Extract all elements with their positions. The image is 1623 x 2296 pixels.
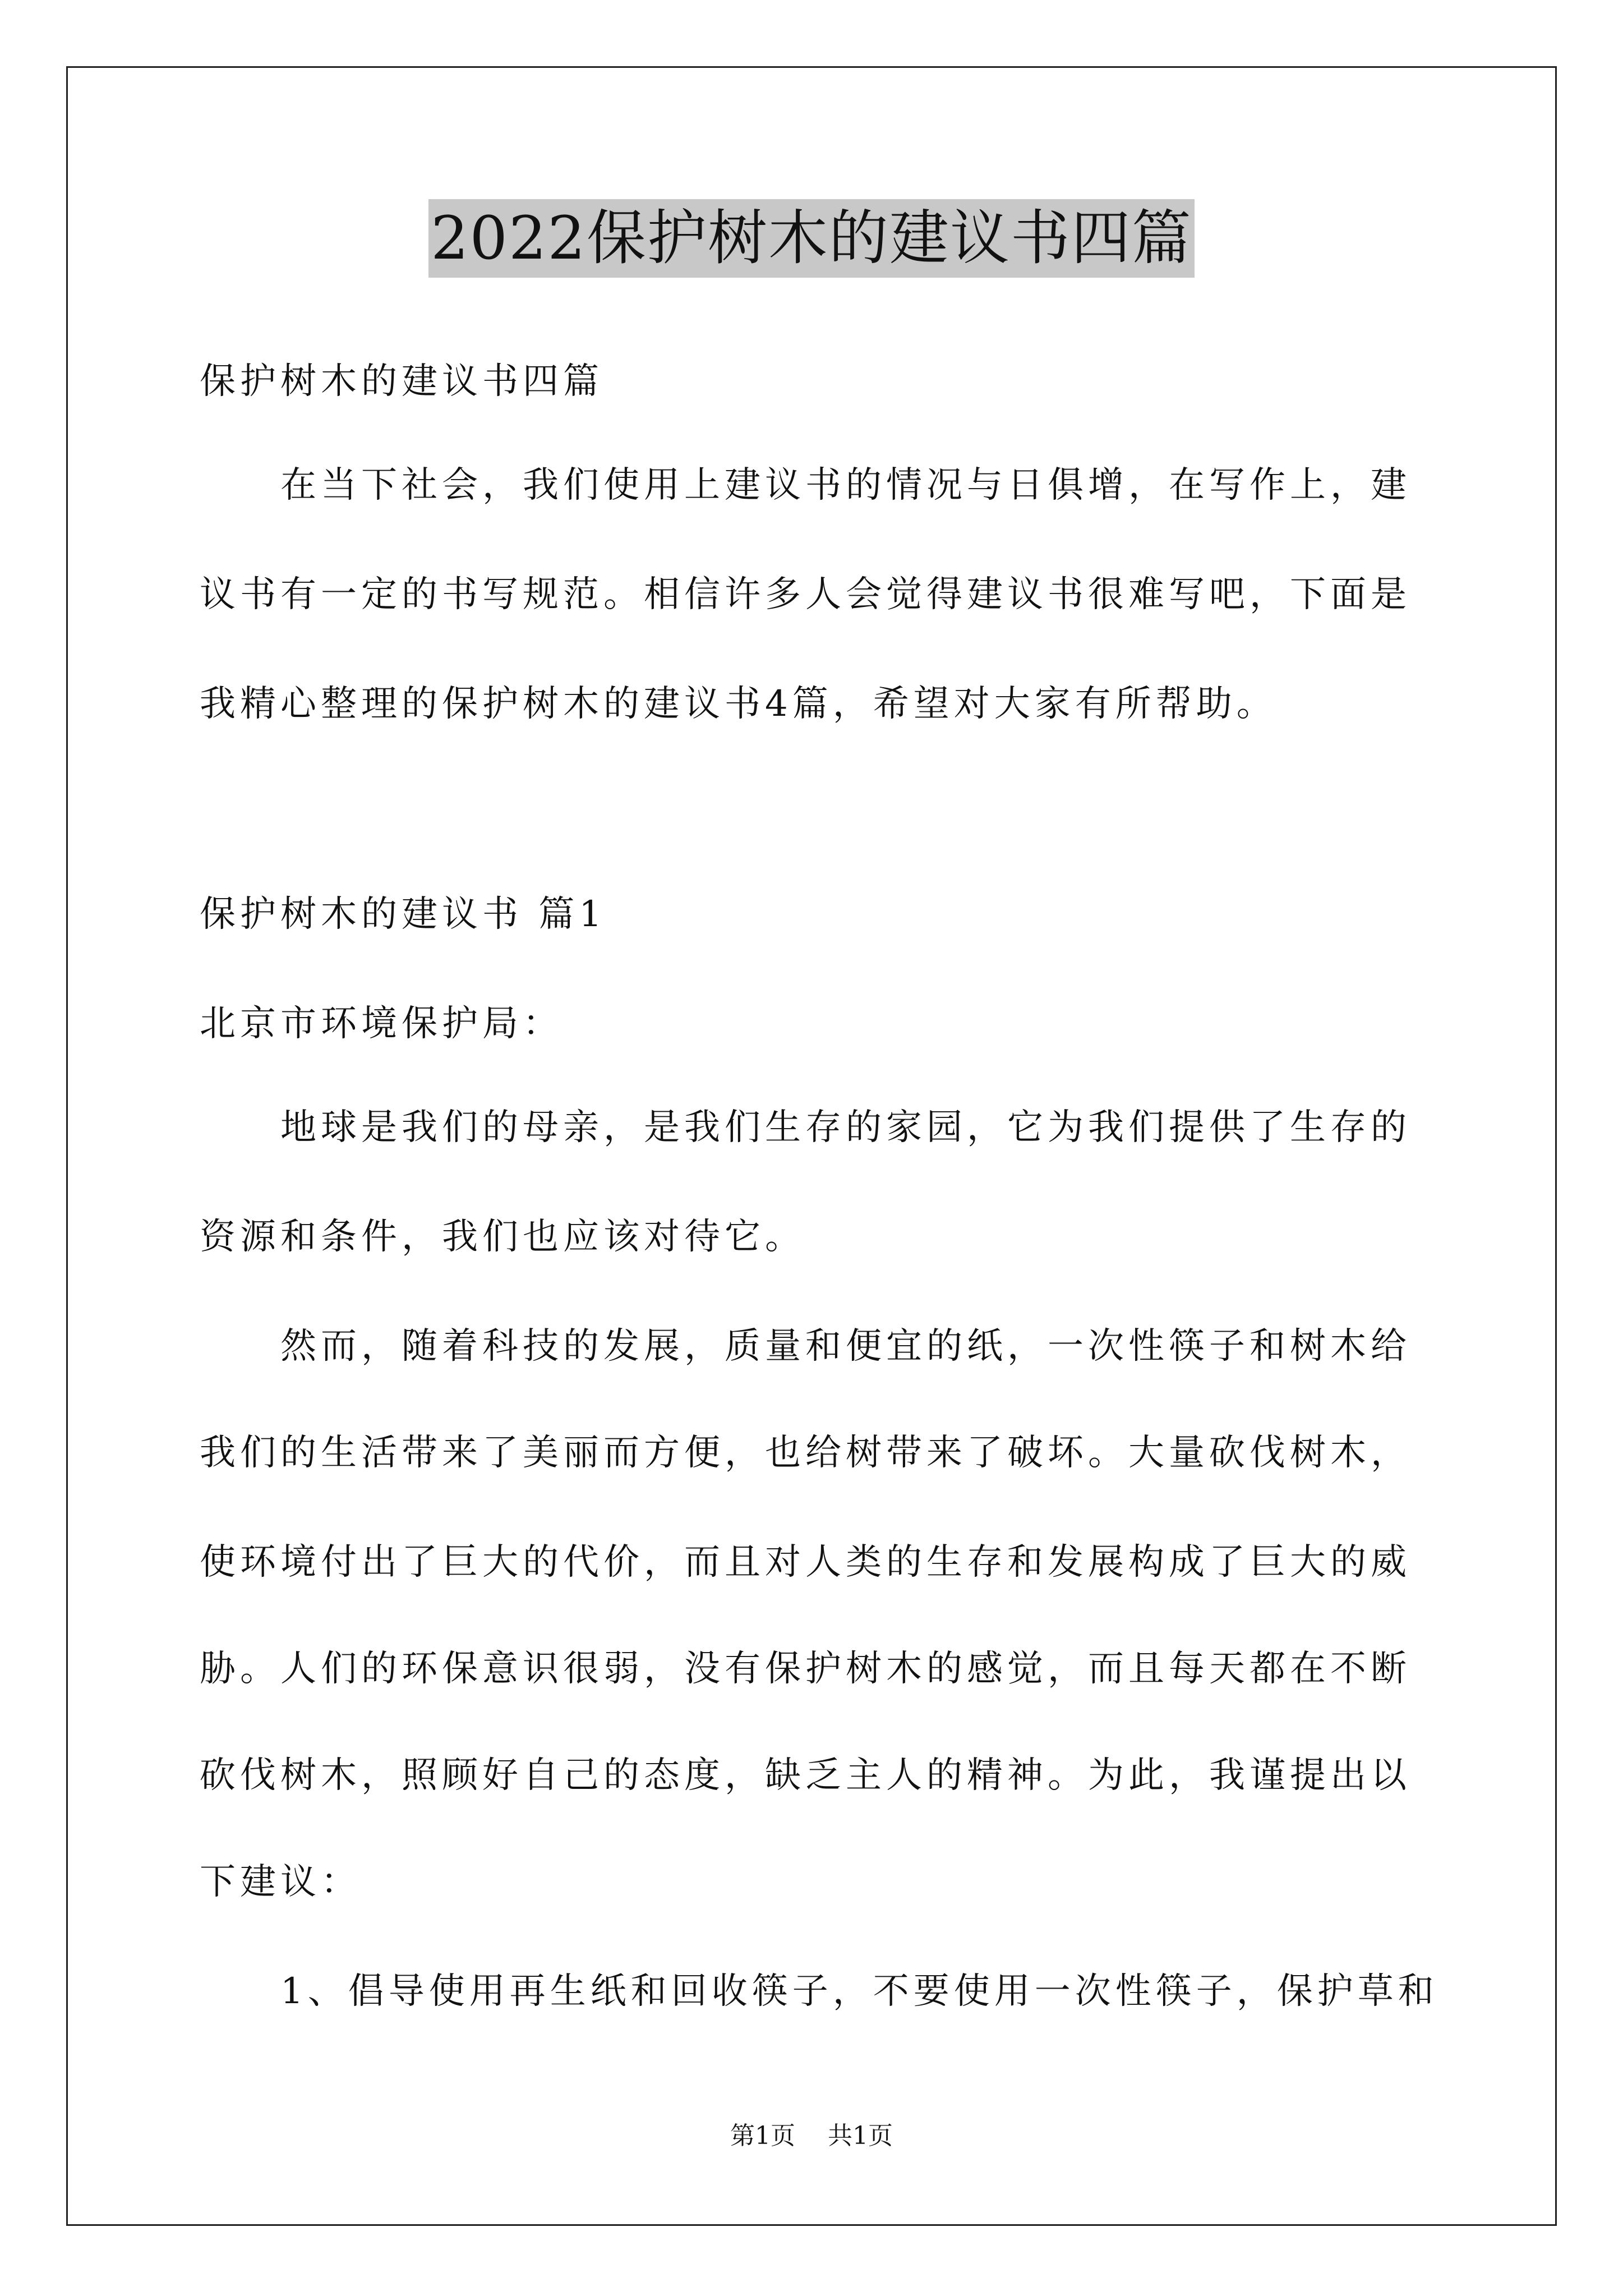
paragraph-line: 下建议： (200, 1861, 361, 1903)
paragraph-line: 然而，随着科技的发展，质量和便宜的纸，一次性筷子和树木给 (280, 1326, 1411, 1367)
paragraph-line: 地球是我们的母亲，是我们生存的家园，它为我们提供了生存的 (280, 1107, 1411, 1148)
page-number: 第1页 (730, 2122, 795, 2150)
document-title: 2022保护树木的建议书四篇 (428, 199, 1195, 278)
page-total: 共1页 (828, 2122, 893, 2150)
paragraph-line: 资源和条件，我们也应该对待它。 (200, 1216, 805, 1258)
section-heading: 保护树木的建议书 篇1 (200, 894, 607, 935)
paragraph-line: 胁。人们的环保意识很弱，没有保护树木的感觉，而且每天都在不断 (200, 1648, 1411, 1690)
title-container (0, 199, 1623, 278)
intro-line: 议书有一定的书写规范。相信许多人会觉得建议书很难写吧，下面是 (200, 574, 1411, 615)
intro-line: 在当下社会，我们使用上建议书的情况与日俱增，在写作上，建 (280, 464, 1411, 506)
page-footer (0, 2119, 1623, 2153)
paragraph-line: 1、倡导使用再生纸和回收筷子，不要使用一次性筷子，保护草和 (280, 1971, 1438, 2012)
subtitle: 保护树木的建议书四篇 (200, 361, 603, 402)
paragraph-line: 砍伐树木，照顾好自己的态度，缺乏主人的精神。为此，我谨提出以 (200, 1755, 1411, 1796)
intro-line: 我精心整理的保护树木的建议书4篇，希望对大家有所帮助。 (200, 683, 1277, 725)
salutation: 北京市环境保护局： (200, 1003, 563, 1045)
paragraph-line: 我们的生活带来了美丽而方便，也给树带来了破坏。大量砍伐树木， (200, 1432, 1411, 1474)
paragraph-line: 使环境付出了巨大的代价，而且对人类的生存和发展构成了巨大的威 (200, 1542, 1411, 1583)
